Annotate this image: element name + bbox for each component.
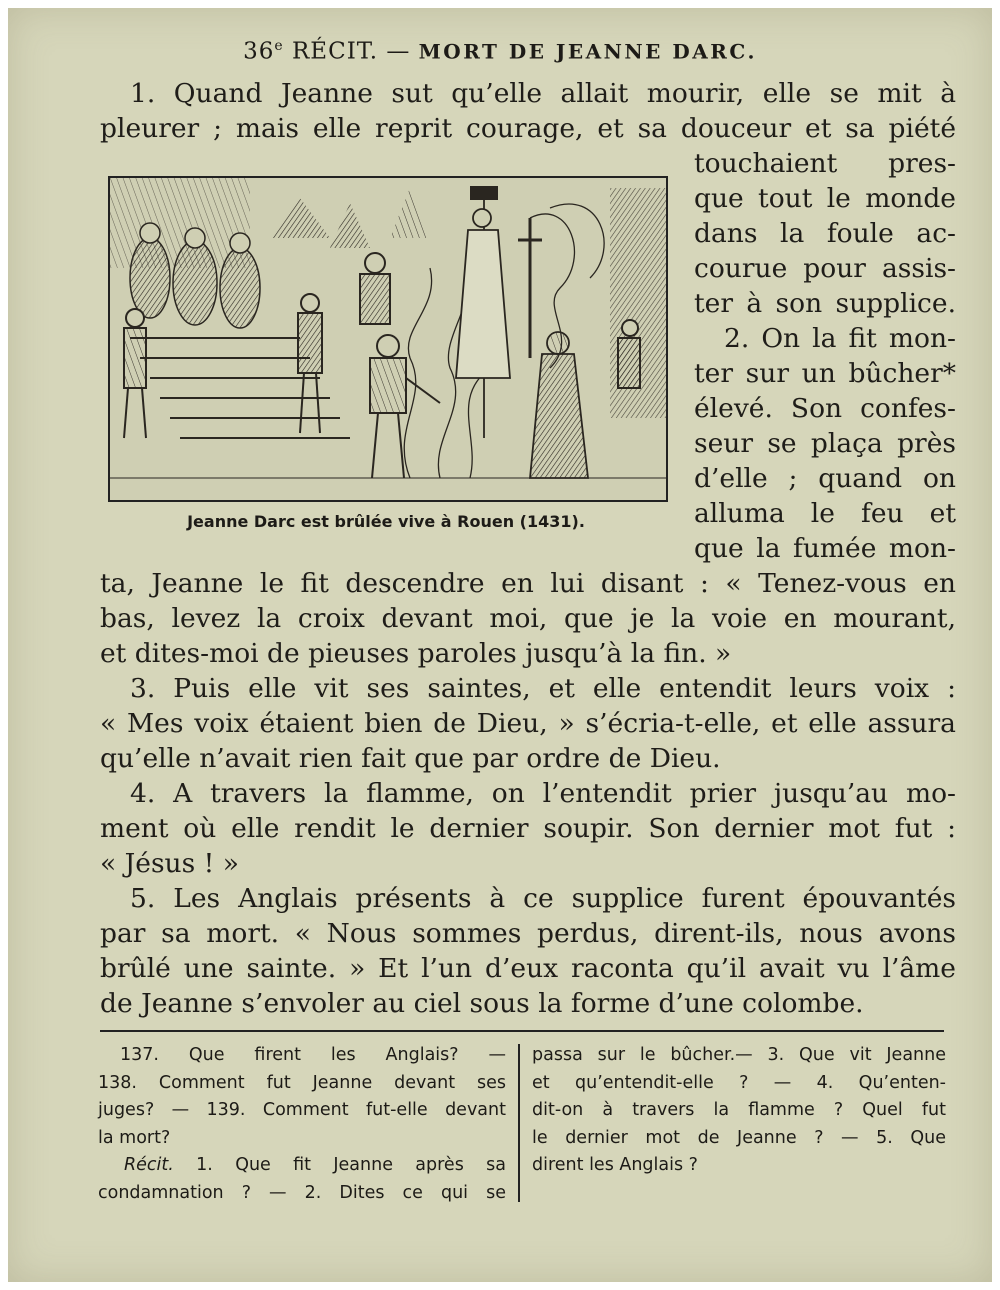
main-body-text: [100, 566, 956, 1021]
text-line: ter à son supplice.: [694, 288, 956, 319]
column-separator: [518, 1044, 520, 1202]
text-line: courue pour assis-: [694, 253, 956, 284]
text-line: ment où elle rendit le dernier soupir. Son dernier mot fut :: [100, 813, 956, 844]
page-header: [0, 38, 1000, 65]
section-divider: [100, 1030, 944, 1032]
question-line: et qu’entendit-elle ? — 4. Qu’enten-: [532, 1072, 946, 1093]
illustration-joan-at-stake: [108, 176, 668, 502]
text-line: 3. Puis elle vit ses saintes, et elle entendit leurs voix :: [130, 673, 956, 704]
question-line: 137. Que firent les Anglais? —: [120, 1045, 506, 1065]
text-line: 2. On la fit mon-: [724, 323, 956, 354]
question-line: la mort?: [98, 1127, 171, 1148]
text-line: 1. Quand Jeanne sut qu’elle allait mourir, elle se mit à: [130, 78, 956, 109]
recit-number-suffix: e: [274, 38, 284, 54]
text-line: qu’elle n’avait rien fait que par ordre de Dieu.: [100, 743, 721, 774]
question-line: 138. Comment fut Jeanne devant ses: [98, 1072, 506, 1093]
text-line: de Jeanne s’envoler au ciel sous la forme d’une colombe.: [100, 988, 864, 1019]
figure-caption: Jeanne Darc est brûlée vive à Rouen (1431).: [187, 512, 585, 531]
question-text: 1. Que fit Jeanne après sa: [196, 1155, 506, 1175]
questions-left-column: [98, 1042, 506, 1207]
text-line: et dites-moi de pieuses paroles jusqu’à la fin. »: [100, 638, 732, 669]
text-line: alluma le feu et: [694, 498, 956, 529]
question-line: passa sur le bûcher.— 3. Que vit Jeanne: [532, 1045, 946, 1065]
text-line: « Jésus ! »: [100, 848, 239, 879]
text-line: ta, Jeanne le fit descendre en lui disant : « Tenez-vous en: [100, 568, 956, 599]
text-beside-figure: [694, 146, 956, 566]
text-line: pleurer ; mais elle reprit courage, et sa douceur et sa piété: [100, 113, 956, 144]
text-line: « Mes voix étaient bien de Dieu, » s’écria-t-elle, et elle assura: [100, 708, 956, 739]
recit-label: Récit.: [124, 1155, 174, 1175]
text-line: 5. Les Anglais présents à ce supplice furent épouvantés: [130, 883, 956, 914]
text-line: d’elle ; quand on: [694, 463, 956, 494]
question-line: le dernier mot de Jeanne ? — 5. Que: [532, 1127, 946, 1148]
text-line: brûlé une sainte. » Et l’un d’eux raconta qu’il avait vu l’âme: [100, 953, 956, 984]
question-line: juges? — 139. Comment fut-elle devant: [98, 1100, 506, 1120]
text-line: seur se plaça près: [694, 428, 956, 459]
text-line: 4. A travers la flamme, on l’entendit prier jusqu’au mo-: [130, 778, 956, 809]
text-line: ter sur un bûcher*: [694, 358, 956, 389]
text-line: dans la foule ac-: [694, 218, 956, 249]
question-line: condamnation ? — 2. Dites ce qui se: [98, 1182, 506, 1203]
page-title: MORT DE JEANNE DARC.: [418, 39, 757, 64]
questions-right-column: [532, 1042, 946, 1180]
engraving-image: [110, 178, 666, 500]
paragraph-1-opening: [100, 76, 956, 146]
text-line: bas, levez la croix devant moi, que je la voie en mourant,: [100, 603, 956, 634]
text-line: que tout le monde: [694, 183, 956, 214]
question-line: dirent les Anglais ?: [532, 1155, 698, 1175]
question-line: dit-on à travers la flamme ? Quel fut: [532, 1100, 946, 1120]
question-line: [98, 1152, 506, 1180]
text-line: touchaient pres-: [694, 148, 956, 179]
text-line: que la fumée mon-: [694, 533, 956, 564]
text-line: par sa mort. « Nous sommes perdus, dirent-ils, nous avons: [100, 918, 956, 949]
recit-prefix: RÉCIT. —: [291, 38, 411, 65]
text-line: élevé. Son confes-: [694, 393, 956, 424]
recit-number: 36: [243, 38, 275, 65]
